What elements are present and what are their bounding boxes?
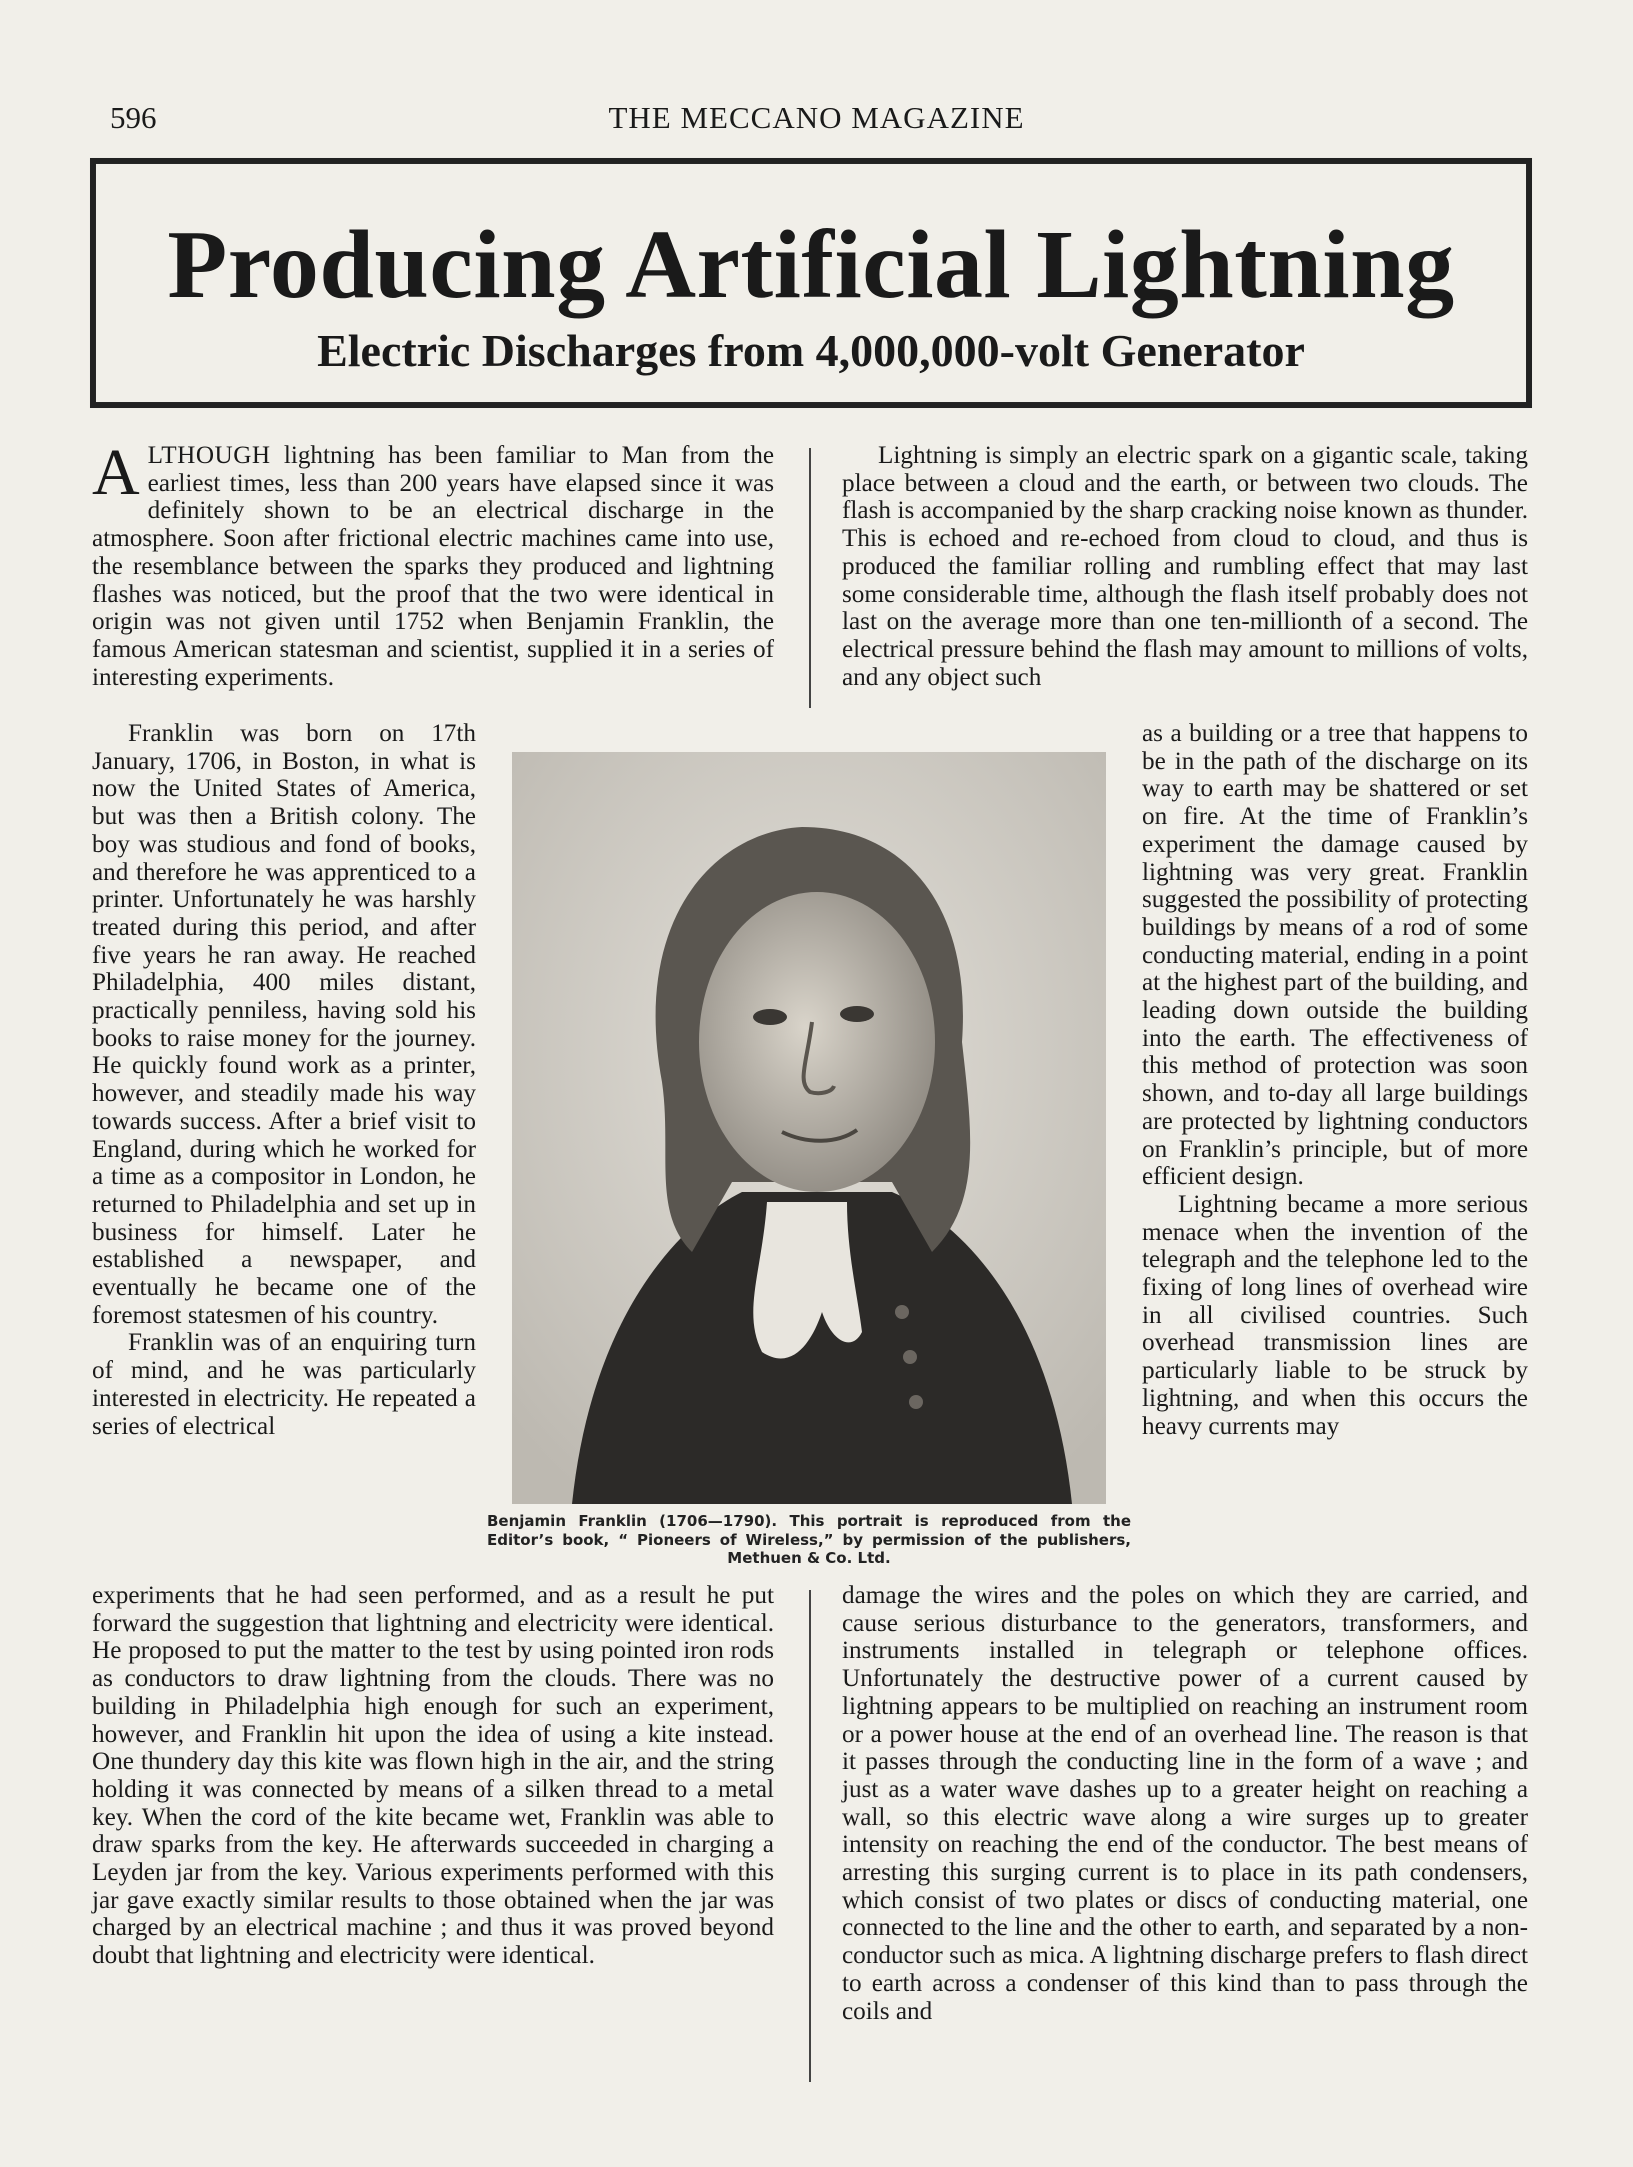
paragraph-telegraph-part1: Lightning became a more serious menace when the invention of the telegraph and the telephone led to the fixing of long lines of overhead wire in all civilised countries. Such overhead transmission lines are particularly liable to be struck by lightning, and when this occurs the heavy currents may xyxy=(1142,1190,1528,1440)
paragraph-telegraph-part2: damage the wires and the poles on which they are carried, and cause serious disturbance to the generators, transformers, and instruments installed in telegraph or telephone offices. Unfortunately the destructive power of a current caused by lightning appears to be multiplied on reaching an instrument room or a power house at the end of an overhead line. The reason is that it passes through the conducting line in the form of a wave ; and just as a water wave dashes up to a greater height on reaching a wall, so this electric wave along a wire surges up to greater intensity on reaching the end of the conductor. The best means of arresting this surging current is to place in its path condensers, which consist of two plates or discs of conducting material, one connected to the line and the other to earth, and separated by a non-conductor such as mica. A lightning discharge prefers to flash direct to earth across a condenser of this kind than to pass through the coils and xyxy=(842,1582,1528,2025)
column-right-narrow xyxy=(1142,720,1528,1440)
paragraph-lightning-part1: Lightning is simply an electric spark on a gigantic scale, taking place between a cloud and the earth, or between two clouds. The flash is accompanied by the sharp cracking noise known as thunder. This is echoed and re-echoed from cloud to cloud, and thus is produced the familiar rolling and rumbling effect that may last some considerable time, although the flash itself probably does not last on the average more than one ten-millionth of a second. The electrical pressure behind the flash may amount to millions of volts, and any object such xyxy=(842,442,1528,691)
column-divider-bottom xyxy=(809,1590,811,2082)
lead-caps: LTHOUGH xyxy=(147,442,271,469)
running-head: THE MECCANO MAGAZINE xyxy=(608,100,1025,135)
paragraph-franklin-experiments-part1: Franklin was of an enquiring turn of mind, and he was particularly interested in electricity. He repeated a series of electrical xyxy=(92,1329,476,1440)
paragraph-lightning-part2: as a building or a tree that happens to be in the path of the discharge on its way to earth may be shattered or set on fire. At the time of Franklin’s experiment the damage caused by lightning was very great. Franklin suggested the possibility of protecting buildings by means of a rod of some conducting material, ending in a point at the highest part of the building, and leading down outside the building into the earth. The effectiveness of this method of protection was soon shown, and to-day all large buildings are protected by lightning conductors on Franklin’s principle, but of more efficient design. xyxy=(1142,720,1528,1191)
column-right-bottom xyxy=(842,1582,1528,2025)
column-left-top xyxy=(92,436,774,691)
column-left-bottom xyxy=(92,1582,774,1970)
paragraph-franklin-experiments-part2: experiments that he had seen performed, and as a result he put forward the suggestion that lightning and electricity were identical. He proposed to put the matter to the test by using pointed iron rods as conductors to draw lightning from the clouds. There was no building in Philadelphia high enough for such an experiment, however, and Franklin hit upon the idea of using a kite instead. One thundery day this kite was flown high in the air, and the string holding it was connected by means of a silken thread to a metal key. When the cord of the kite became wet, Franklin was able to draw sparks from the key. He afterwards succeeded in charging a Leyden jar from the key. Various experiments performed with this jar gave exactly similar results to those obtained when the jar was charged by an electrical machine ; and thus it was proved beyond doubt that lightning and electricity were identical. xyxy=(92,1582,774,1970)
paragraph-franklin-bio: Franklin was born on 17th January, 1706, in Boston, in what is now the United States of America, but was then a British colony. The boy was studious and fond of books, and therefore he was apprenticed to a printer. Unfortunately he was harshly treated during this period, and after five years he ran away. He reached Philadelphia, 400 miles distant, practically penniless, having sold his books to raise money for the journey. He quickly found work as a printer, however, and steadily made his way towards success. After a brief visit to England, during which he worked for a time as a compositor in London, he returned to Philadelphia and set up in business for himself. Later he established a newspaper, and eventually he became one of the foremost statesmen of his country. xyxy=(92,720,476,1329)
portrait-engraving-icon xyxy=(512,752,1106,1504)
column-divider-top xyxy=(809,448,811,708)
article-subtitle: Electric Discharges from 4,000,000-volt Generator xyxy=(317,325,1305,376)
drop-cap: A xyxy=(92,436,140,509)
page-number: 596 xyxy=(110,100,157,135)
article-title: Producing Artificial Lightning xyxy=(167,211,1455,319)
paragraph-intro-text: lightning has been familiar to Man from the earliest times, less than 200 years have elapsed since it was definitely shown to be an electrical discharge in the atmosphere. Soon after frictional electric machines came into use, the resemblance between the sparks they produced and lightning flashes was noticed, but the proof that the two were identical in origin was not given until 1752 when Benjamin Franklin, the famous American statesman and scientist, supplied it in a series of interesting experiments. xyxy=(92,442,774,691)
column-right-top xyxy=(842,442,1528,691)
paragraph-intro xyxy=(92,436,774,691)
column-left-narrow xyxy=(92,720,476,1440)
portrait-caption: Benjamin Franklin (1706—1790). This portrait is reproduced from the Editor’s book, “ Pioneers of Wireless,” by permission of the publishers, Methuen & Co. Ltd. xyxy=(487,1512,1131,1567)
title-box xyxy=(84,152,1538,414)
franklin-portrait xyxy=(512,752,1106,1504)
